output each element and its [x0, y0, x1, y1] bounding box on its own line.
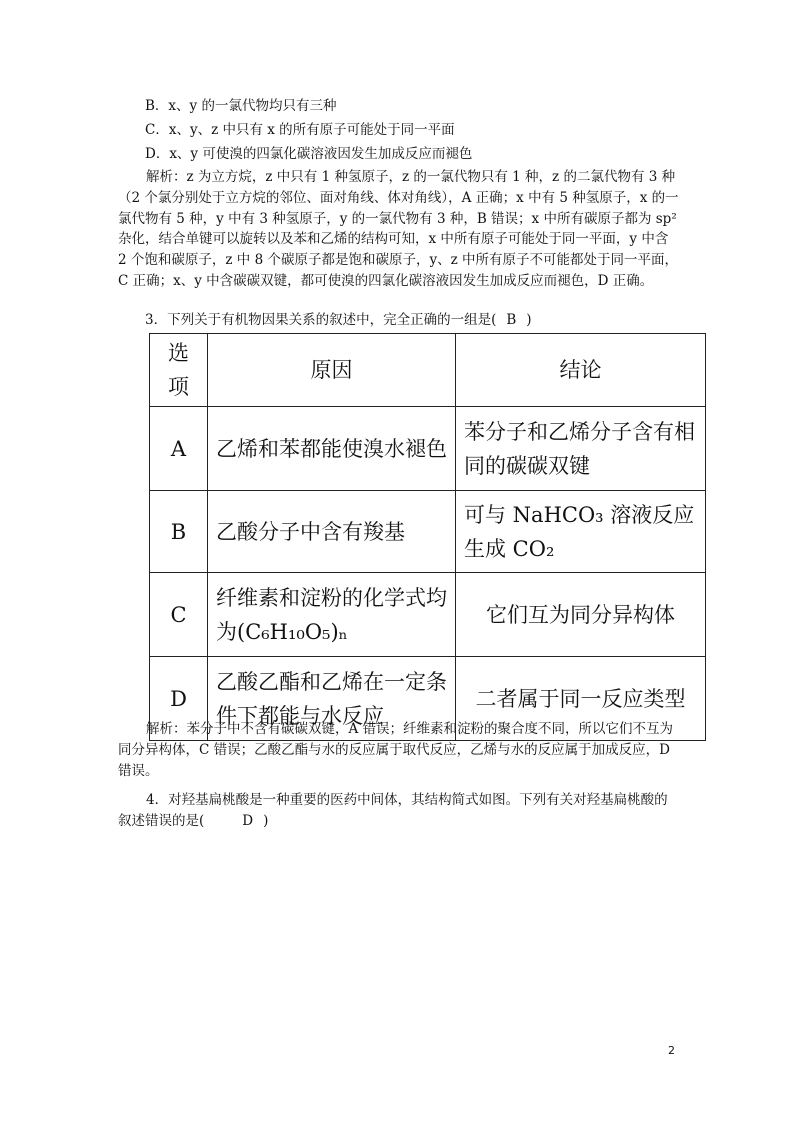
question-3-text: 3．下列关于有机物因果关系的叙述中，完全正确的一组是( — [145, 312, 497, 328]
row-option: A — [150, 407, 208, 491]
header-option: 选项 — [150, 334, 208, 407]
cause-effect-table — [149, 333, 706, 741]
table-row — [150, 573, 706, 657]
row-option: C — [150, 573, 208, 657]
row-conclusion: 它们互为同分异构体 — [456, 573, 706, 657]
question-4-close: ) — [263, 812, 269, 829]
table-row — [150, 491, 706, 573]
question-4-text: 4．对羟基扁桃酸是一种重要的医药中间体，其结构简式如图。下列有关对羟基扁桃酸的叙述错误的是( — [118, 792, 668, 829]
header-reason: 原因 — [208, 334, 456, 407]
analysis-q2: 解析：z 为立方烷，z 中只有 1 种氢原子，z 的一氯代物只有 1 种，z 的二氯代物有 3 种（2 个氯分别处于立方烷的邻位、面对角线、体对角线），A 正确；x 中有 5 种氢原子，x 的一氯代物有 5 种，y 中有 3 种氢原子，y 的一氯代物有 3 种，B 错误；x 中所有碳原子都为 sp² 杂化，结合单键可以旋转以及苯和乙烯的结构可知，x 中所有原子可能处于同一平面，y 中含 2 个饱和碳原子，z 中 8 个碳原子都是饱和碳原子，y、z 中所有原子不可能都处于同一平面，C 正确；x、y 中含碳碳双键，都可使溴的四氯化碳溶液因发生加成反应而褪色，D 正确。 — [118, 169, 679, 289]
row-conclusion: 苯分子和乙烯分子含有相同的碳碳双键 — [456, 407, 706, 491]
question-4-answer: D — [242, 812, 254, 829]
table-row — [150, 407, 706, 491]
question-4-stem — [118, 790, 680, 832]
option-c: C．x、y、z 中只有 x 的所有原子可能处于同一平面 — [145, 122, 455, 138]
header-conclusion: 结论 — [456, 334, 706, 407]
row-reason: 乙酸乙酯和乙烯在一定条件下都能与水反应 — [208, 657, 456, 741]
row-reason: 乙烯和苯都能使溴水褪色 — [208, 407, 456, 491]
option-b: B．x、y 的一氯代物均只有三种 — [145, 98, 337, 114]
row-reason: 纤维素和淀粉的化学式均为(C₆H₁₀O₅)ₙ — [208, 573, 456, 657]
page-number: 2 — [668, 1044, 675, 1057]
question-3-stem — [145, 310, 532, 330]
row-conclusion: 可与 NaHCO₃ 溶液反应生成 CO₂ — [456, 491, 706, 573]
row-option: B — [150, 491, 208, 573]
option-d: D．x、y 可使溴的四氯化碳溶液因发生加成反应而褪色 — [145, 146, 473, 162]
question-3-answer: B — [506, 312, 517, 328]
table-header-row — [150, 334, 706, 407]
row-option: D — [150, 657, 208, 741]
row-conclusion: 二者属于同一反应类型 — [456, 657, 706, 741]
question-3-close: ) — [526, 312, 532, 328]
analysis-q3: 解析：苯分子中不含有碳碳双键，A 错误；纤维素和淀粉的聚合度不同，所以它们不互为同分异构体，C 错误；乙酸乙酯与水的反应属于取代反应，乙烯与水的反应属于加成反应，D 错误。 — [118, 721, 674, 779]
row-reason: 乙酸分子中含有羧基 — [208, 491, 456, 573]
